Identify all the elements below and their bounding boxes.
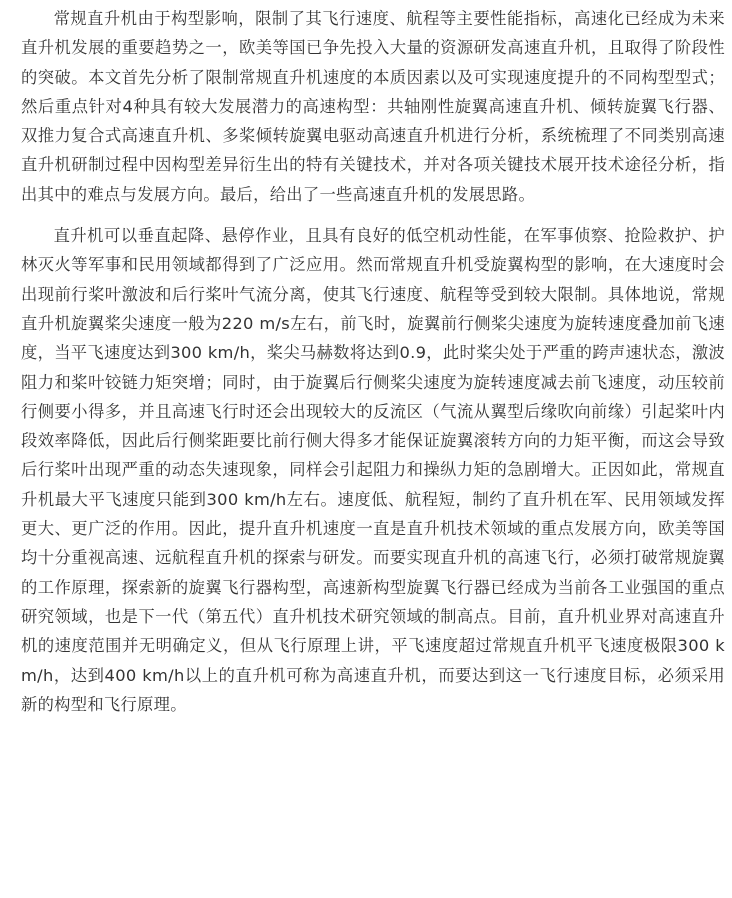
paragraph-abstract: 常规直升机由于构型影响，限制了其飞行速度、航程等主要性能指标，高速化已经成为未来直升机发展的重要趋势之一，欧美等国已争先投入大量的资源研发高速直升机，且取得了阶段性的突破。本文首先分析了限制常规直升机速度的本质因素以及可实现速度提升的不同构型型式；然后重点针对4种具有较大发展潜力的高速构型：共轴刚性旋翼高速直升机、倾转旋翼飞行器、双推力复合式高速直升机、多桨倾转旋翼电驱动高速直升机进行分析，系统梳理了不同类别高速直升机研制过程中因构型差异衍生出的特有关键技术，并对各项关键技术展开技术途径分析，指出其中的难点与发展方向。最后，给出了一些高速直升机的发展思路。 <box>21 9 725 204</box>
paragraph-introduction: 直升机可以垂直起降、悬停作业，且具有良好的低空机动性能，在军事侦察、抢险救护、护林灭火等军事和民用领域都得到了广泛应用。然而常规直升机受旋翼构型的影响，在大速度时会出现前行桨叶激波和后行桨叶气流分离，使其飞行速度、航程等受到较大限制。具体地说，常规直升机旋翼桨尖速度一般为220 m/s左右，前飞时，旋翼前行侧桨尖速度为旋转速度叠加前飞速度，当平飞速度达到300 km/h，桨尖马赫数将达到0.9，此时桨尖处于严重的跨声速状态，激波阻力和桨叶铰链力矩突增；同时，由于旋翼后行侧桨尖速度为旋转速度减去前飞速度，动压较前行侧要小得多，并且高速飞行时还会出现较大的反流区（气流从翼型后缘吹向前缘）引起桨叶内段效率降低，因此后行侧桨距要比前行侧大得多才能保证旋翼滚转方向的力矩平衡，而这会导致后行桨叶出现严重的动态失速现象，同样会引起阻力和操纵力矩的急剧增大。正因如此，常规直升机最大平飞速度只能到300 km/h左右。速度低、航程短，制约了直升机在军、民用领域发挥更大、更广泛的作用。因此，提升直升机速度一直是直升机技术领域的重点发展方向，欧美等国均十分重视高速、远航程直升机的探索与研发。而要实现直升机的高速飞行，必须打破常规旋翼的工作原理，探索新的旋翼飞行器构型，高速新构型旋翼飞行器已经成为当前各工业强国的重点研究领域，也是下一代（第五代）直升机技术研究领域的制高点。目前，直升机业界对高速直升机的速度范围并无明确定义，但从飞行原理上讲，平飞速度超过常规直升机平飞速度极限300 km/h，达到400 km/h以上的直升机可称为高速直升机，而要达到这一飞行速度目标，必须采用新的构型和飞行原理。 <box>21 226 725 714</box>
